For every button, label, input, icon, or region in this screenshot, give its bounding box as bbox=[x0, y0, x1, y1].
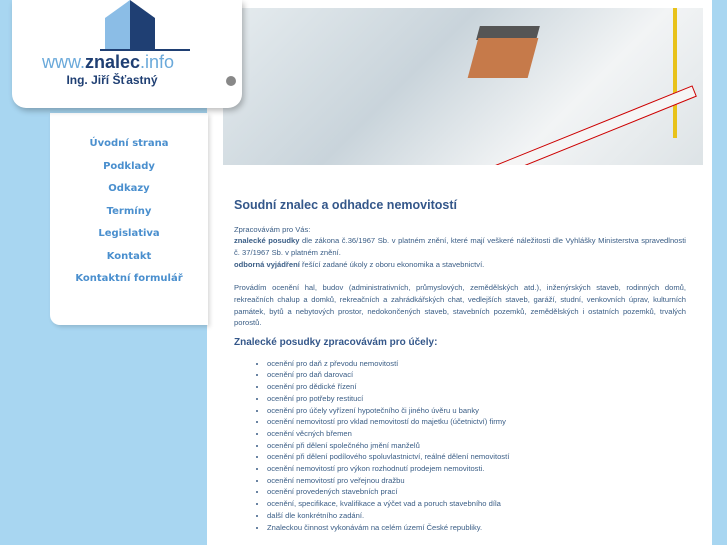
list-item: • ocenění provedených stavebních prací bbox=[267, 486, 686, 498]
nav-kontaktni-formular[interactable]: Kontaktní formulář bbox=[75, 273, 183, 284]
services-paragraph: Provádím ocenění hal, budov (administrativních, průmyslových, zemědělských atd.), inženýrských staveb, rodinných domů, rekreačních chalup a domků, rekreačních a zahrádkářských chat, vedlejších staveb, garáží, studní, venkovních úprav, kulturních památek, bytů a nebytových prostor, nedokončených staveb, stavebních pozemků, zemědělských i ostatních pozemků, trvalých porostů. bbox=[234, 283, 686, 328]
list-item: • ocenění nemovitostí pro veřejnou dražbu bbox=[267, 475, 686, 487]
list-item: • ocenění, specifikace, kvalifikace a výčet vad a poruch stavebního díla bbox=[267, 498, 686, 510]
nav-podklady[interactable]: Podklady bbox=[103, 160, 155, 172]
main-nav bbox=[50, 113, 208, 325]
intro-text: Zpracovávám pro Vás: znalecké posudky dle zákona č.36/1967 Sb. v platném znění, které mají veškeré náležitosti dle Vyhlášky Ministerstva spravedlnosti č. 37/1967 Sb. v platném znění. odborná vyjádření řešící zadané úkoly z oboru ekonomika a stavebnictví. bbox=[234, 224, 686, 269]
pin-dot bbox=[226, 76, 236, 86]
list-item: • ocenění při dělení podílového spoluvlastnictví, reálné dělení nemovitostí bbox=[267, 451, 686, 463]
nav-uvodni-strana[interactable]: Úvodní strana bbox=[89, 138, 169, 149]
list-item: • ocenění při dělení společného jmění manželů bbox=[267, 440, 686, 452]
logo[interactable] bbox=[12, 0, 242, 108]
list-item: • ocenění pro potřeby restitucí bbox=[267, 393, 686, 405]
list-item: • ocenění věcných břemen bbox=[267, 428, 686, 440]
site-url: www.znalec.info bbox=[42, 52, 175, 72]
header-image bbox=[223, 8, 703, 165]
section-heading: Znalecké posudky zpracovávám pro účely: bbox=[234, 337, 438, 349]
list-item: • ocenění pro daň z převodu nemovitostí bbox=[267, 358, 686, 370]
main-panel bbox=[207, 0, 712, 545]
list-item: • ocenění nemovitostí pro výkon rozhodnutí prodejem nemovitosti. bbox=[267, 463, 686, 475]
list-item: • ocenění nemovitostí pro vklad nemovitostí do majetku (účetnictví) firmy bbox=[267, 416, 686, 428]
nav-odkazy[interactable]: Odkazy bbox=[108, 183, 150, 194]
content bbox=[234, 200, 686, 533]
puzzle-house-icon bbox=[100, 0, 190, 52]
nav-legislativa[interactable]: Legislativa bbox=[98, 228, 160, 239]
list-item: • Znaleckou činnost vykonávám na celém území České republiky. bbox=[267, 522, 686, 534]
list-item: • ocenění pro účely vyřízení hypotečního či jiného úvěru u banky bbox=[267, 405, 686, 417]
list-item: • další dle konkrétního zadání. bbox=[267, 510, 686, 522]
list-item: • ocenění pro daň darovací bbox=[267, 369, 686, 381]
list-item: • ocenění pro dědické řízení bbox=[267, 381, 686, 393]
owner-name: Ing. Jiří Šťastný bbox=[66, 73, 158, 87]
nav-kontakt[interactable]: Kontakt bbox=[106, 250, 152, 262]
nav-terminy[interactable]: Termíny bbox=[106, 205, 152, 217]
page-title: Soudní znalec a odhadce nemovitostí bbox=[234, 198, 457, 212]
purpose-list bbox=[267, 358, 686, 534]
